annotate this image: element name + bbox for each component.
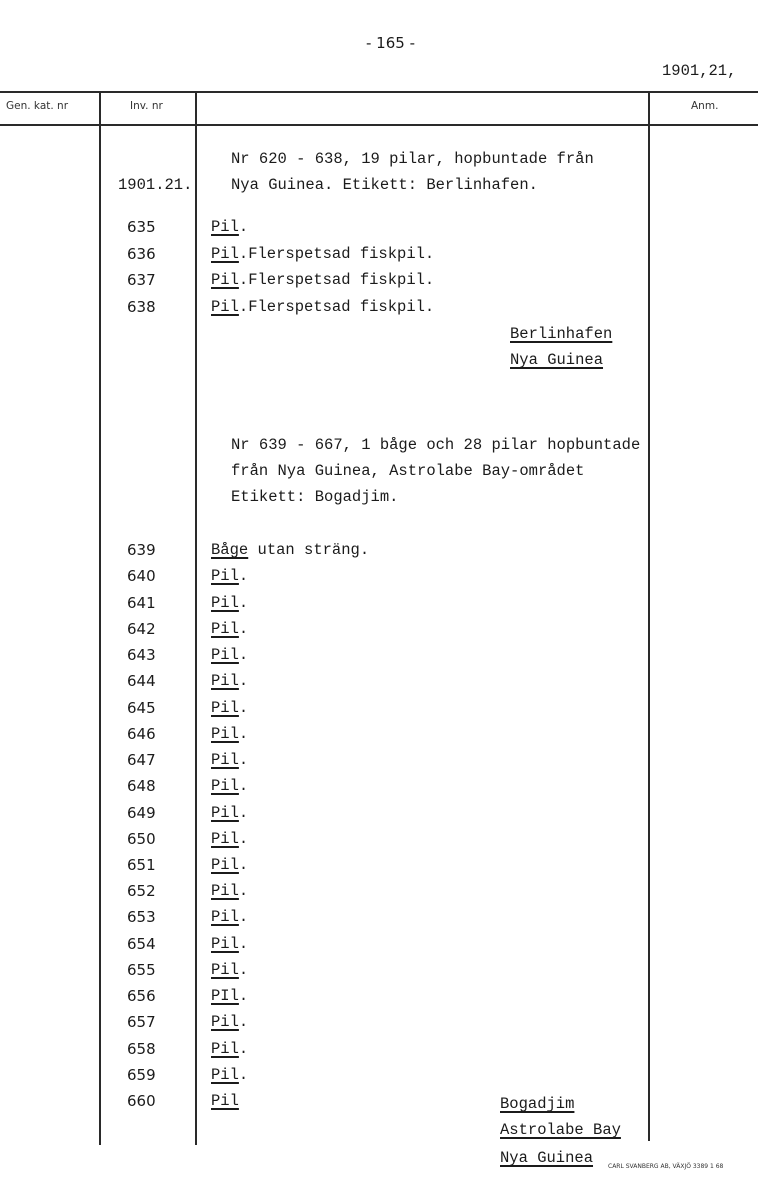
item-name: PIl [211, 987, 239, 1005]
item-name: Pil [211, 830, 239, 848]
list-item [0, 594, 764, 620]
item-description: . [238, 725, 249, 743]
table-header-rule [0, 124, 758, 126]
item-description: . [238, 987, 249, 1005]
inventory-number: 657 [127, 1013, 156, 1031]
item-description: .Flerspetsad fiskpil. [238, 271, 435, 289]
list-item [0, 567, 764, 593]
inventory-number: 651 [127, 856, 156, 874]
item-name: Pil [211, 908, 239, 926]
list-item [0, 1066, 764, 1092]
list-item [0, 646, 764, 672]
item-name: Pil [211, 856, 239, 874]
group1-description-line1: Nr 620 - 638, 19 pilar, hopbuntade från [231, 150, 594, 168]
item-description: . [238, 672, 249, 690]
item-name: Pil [211, 1040, 239, 1058]
group2-description-line3: Etikett: Bogadjim. [231, 488, 399, 506]
list-item [0, 935, 764, 961]
item-description: utan sträng. [248, 541, 370, 559]
page-number: - 165 - [366, 34, 415, 52]
list-item [0, 751, 764, 777]
inventory-number: 649 [127, 804, 156, 822]
item-description: . [238, 777, 249, 795]
inventory-number: 650 [127, 830, 156, 848]
list-item [0, 777, 764, 803]
group1-description-line2: Nya Guinea. Etikett: Berlinhafen. [231, 176, 538, 194]
item-name: Pil [211, 961, 239, 979]
list-item [0, 1040, 764, 1066]
item-name: Båge [211, 541, 249, 559]
inventory-number: 648 [127, 777, 156, 795]
list-item [0, 830, 764, 856]
inventory-number: 635 [127, 218, 156, 236]
column-header-gen-kat: Gen. kat. nr [6, 100, 69, 112]
inventory-number: 652 [127, 882, 156, 900]
item-description: . [238, 646, 249, 664]
inventory-number: 643 [127, 646, 156, 664]
item-description: . [238, 567, 249, 585]
inventory-number: 637 [127, 271, 156, 289]
inventory-number: 636 [127, 245, 156, 263]
item-description: . [238, 620, 249, 638]
item-name: Pil [211, 935, 239, 953]
list-item [0, 725, 764, 751]
item-name: Pil [211, 567, 239, 585]
list-item [0, 672, 764, 698]
item-description: .Flerspetsad fiskpil. [238, 298, 435, 316]
item-description: . [238, 1066, 249, 1084]
inventory-number: 638 [127, 298, 156, 316]
item-name: Pil [211, 271, 239, 289]
inventory-number: 645 [127, 699, 156, 717]
item-name: Pil [211, 804, 239, 822]
item-description: . [238, 830, 249, 848]
item-name: Pil [211, 777, 239, 795]
inventory-number: 659 [127, 1066, 156, 1084]
list-item [0, 856, 764, 882]
inventory-number: 655 [127, 961, 156, 979]
item-name: Pil [211, 1066, 239, 1084]
inventory-number: 639 [127, 541, 156, 559]
inventory-number: 641 [127, 594, 156, 612]
item-description: . [238, 751, 249, 769]
list-item [0, 620, 764, 646]
group2-location-line3: Nya Guinea [500, 1149, 594, 1167]
list-item [0, 1013, 764, 1039]
item-name: Pil [211, 620, 239, 638]
item-description: . [238, 1013, 249, 1031]
item-name: Pil [211, 699, 239, 717]
inventory-number: 660 [127, 1092, 156, 1110]
inventory-number: 640 [127, 567, 156, 585]
inventory-number: 647 [127, 751, 156, 769]
item-description: . [238, 594, 249, 612]
item-description: . [238, 1040, 249, 1058]
list-item [0, 541, 764, 567]
item-description: .Flerspetsad fiskpil. [238, 245, 435, 263]
item-description: . [238, 856, 249, 874]
item-name: Pil [211, 1092, 239, 1110]
inventory-number: 658 [127, 1040, 156, 1058]
list-item [0, 987, 764, 1013]
group2-description-line1: Nr 639 - 667, 1 båge och 28 pilar hopbuntade [231, 436, 641, 454]
item-description: . [238, 804, 249, 822]
list-item [0, 699, 764, 725]
column-header-inv: Inv. nr [130, 100, 163, 112]
accession-number-header: 1901,21, [662, 62, 737, 80]
inventory-number: 654 [127, 935, 156, 953]
list-item [0, 271, 764, 297]
item-description: . [238, 699, 249, 717]
list-item [0, 245, 764, 271]
group1-accession-label: 1901.21. [118, 176, 193, 194]
item-name: Pil [211, 245, 239, 263]
table-top-rule [0, 91, 758, 93]
item-description: . [238, 961, 249, 979]
group1-location-line2: Nya Guinea [510, 351, 604, 369]
item-name: Pil [211, 646, 239, 664]
list-item [0, 804, 764, 830]
list-item [0, 908, 764, 934]
item-name: Pil [211, 882, 239, 900]
item-name: Pil [211, 1013, 239, 1031]
list-item [0, 1092, 764, 1118]
inventory-number: 642 [127, 620, 156, 638]
item-name: Pil [211, 751, 239, 769]
group2-location-line2: Astrolabe Bay [500, 1121, 621, 1139]
item-description: . [238, 908, 249, 926]
item-description: . [238, 218, 249, 236]
item-name: Pil [211, 672, 239, 690]
group1-location-line1: Berlinhafen [510, 325, 613, 343]
list-item [0, 298, 764, 324]
list-item [0, 218, 764, 244]
list-item [0, 882, 764, 908]
item-description: . [238, 935, 249, 953]
group2-location-line1: Bogadjim [500, 1095, 575, 1113]
column-header-anm: Anm. [691, 100, 719, 112]
printer-imprint: CARL SVANBERG AB, VÄXJÖ 3389 1 68 [608, 1163, 724, 1170]
list-item [0, 961, 764, 987]
inventory-number: 656 [127, 987, 156, 1005]
inventory-number: 644 [127, 672, 156, 690]
inventory-number: 646 [127, 725, 156, 743]
item-description: . [238, 882, 249, 900]
item-name: Pil [211, 298, 239, 316]
item-name: Pil [211, 594, 239, 612]
item-name: Pil [211, 218, 239, 236]
item-name: Pil [211, 725, 239, 743]
group2-description-line2: från Nya Guinea, Astrolabe Bay-området [231, 462, 585, 480]
inventory-number: 653 [127, 908, 156, 926]
